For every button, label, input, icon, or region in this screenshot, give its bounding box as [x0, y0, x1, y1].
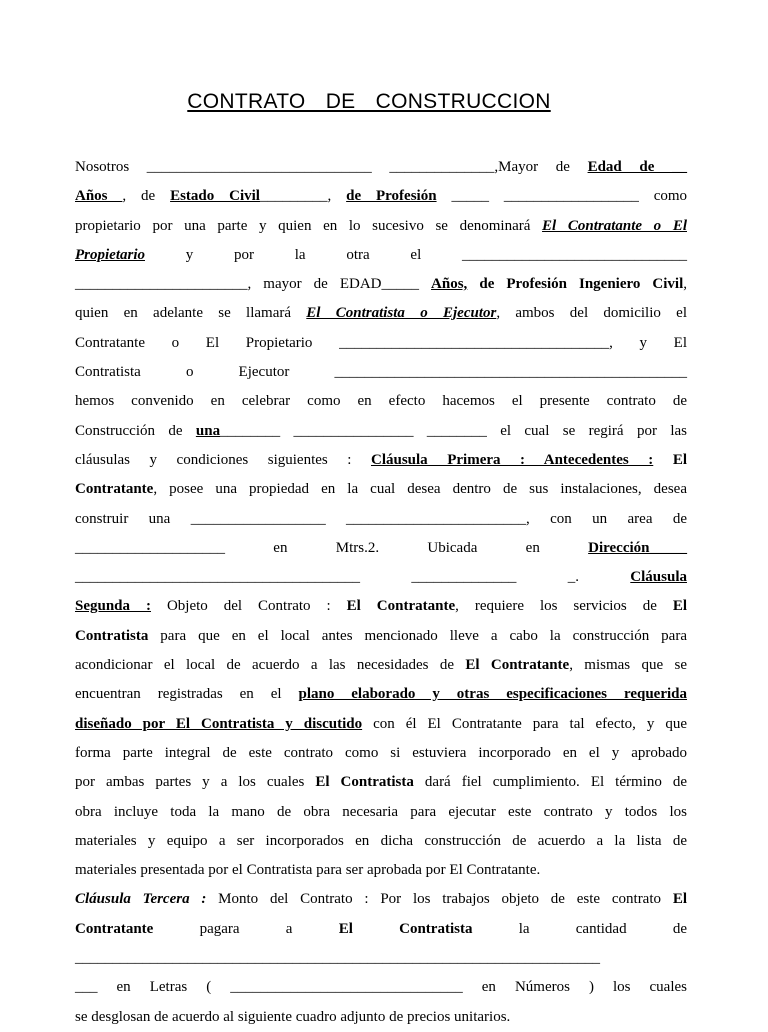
text-segment: El — [672, 598, 688, 615]
text-segment: ________ ________________ ________ el cual se regirá por las — [220, 422, 687, 439]
text-segment: El Contratante — [346, 598, 456, 615]
text-segment: , requiere los servicios de — [455, 598, 673, 615]
text-segment: El Contratista — [315, 774, 414, 791]
text-segment: por ambas partes y a los cuales — [75, 774, 316, 791]
text-segment: , posee una propiedad en la cual desea dentro de sus instalaciones, desea — [153, 481, 687, 498]
text-line — [75, 329, 687, 358]
text-segment: Edad de __ — [587, 159, 687, 175]
text-line — [75, 915, 687, 944]
text-segment: Cláusula Tercera : — [75, 891, 207, 908]
text-segment: Años — [75, 188, 123, 205]
text-segment: acondicionar el local de acuerdo a las necesidades de — [75, 657, 466, 674]
text-line — [75, 270, 687, 299]
text-segment: El Contratante o El — [542, 217, 687, 234]
text-segment: Construcción de — [75, 422, 196, 439]
text-segment: Contratista — [75, 627, 149, 644]
text-segment: Contratante — [75, 481, 154, 498]
text-segment: con él El Contratante para tal efecto, y que — [362, 715, 687, 732]
text-segment: , de — [122, 188, 171, 205]
text-line — [75, 153, 687, 182]
text-line — [75, 944, 687, 973]
text-segment: ______________________________________________________________________ — [75, 950, 600, 967]
text-segment: construir una __________________ ________________________, con un area de — [75, 510, 687, 527]
text-segment: de Profesión — [346, 188, 437, 205]
text-segment: El Contratante — [465, 657, 570, 674]
text-segment: forma parte integral de este contrato como si estuviera incorporado en el y aprobado — [75, 744, 687, 761]
text-segment: El Contratista o Ejecutor — [306, 305, 497, 322]
text-line — [75, 417, 687, 446]
text-segment: ______________________________________ ______________ _. — [75, 569, 631, 586]
text-segment: para que en el local antes mencionado lleve a cabo la construcción para — [148, 627, 687, 644]
text-segment: , ambos del domicilio el — [496, 305, 687, 322]
document-title: CONTRATO DE CONSTRUCCION — [187, 90, 551, 113]
text-segment: , mismas que se — [569, 657, 687, 674]
text-line — [75, 241, 687, 270]
text-line — [75, 534, 687, 563]
text-segment: plano elaborado y otras especificaciones requerida — [298, 686, 688, 703]
text-segment: , — [683, 276, 688, 293]
text-line — [75, 299, 687, 328]
text-segment: materiales y equipo a ser incorporados en dicha construcción de acuerdo a la lista de — [75, 832, 687, 849]
text-line — [75, 710, 687, 739]
text-segment: se desglosan de acuerdo al siguiente cuadro adjunto de precios unitarios. — [75, 1008, 511, 1025]
text-segment: obra incluye toda la mano de obra necesaria para ejecutar este contrato y todos los — [75, 803, 687, 820]
text-segment: _________, — [259, 188, 347, 205]
text-segment: la cantidad de — [472, 920, 687, 937]
text-line — [75, 651, 687, 680]
contract-body — [75, 153, 687, 1032]
text-segment: cláusulas y condiciones siguientes : — [75, 451, 371, 468]
text-line — [75, 475, 687, 504]
text-segment: dará fiel cumplimiento. El término de — [413, 774, 687, 791]
text-segment: Contratista o Ejecutor _______________________________________________ — [75, 364, 687, 381]
text-segment: Monto del Contrato : Por los trabajos objeto de este contrato — [206, 891, 673, 908]
text-line — [75, 505, 687, 534]
text-segment: ___ en Letras ( _______________________________ en Números ) los cuales — [75, 979, 687, 996]
text-line — [75, 212, 687, 241]
text-segment: El Contratista — [338, 920, 473, 937]
text-segment: de Profesión Ingeniero Civil — [479, 276, 684, 293]
text-line — [75, 739, 687, 768]
text-line — [75, 622, 687, 651]
text-segment: Contratante — [75, 920, 154, 937]
text-segment: El — [672, 451, 687, 468]
text-line — [75, 358, 687, 387]
text-line — [75, 446, 687, 475]
text-line — [75, 798, 687, 827]
text-segment: Propietario — [75, 246, 145, 263]
text-line — [75, 827, 687, 856]
text-line — [75, 885, 687, 914]
text-segment: pagara a — [153, 920, 339, 937]
text-segment: Cláusula — [630, 569, 687, 586]
text-segment: Estado Civil — [170, 188, 260, 205]
text-segment: y por la otra el ______________________________ — [145, 246, 687, 263]
text-segment: Años, — [431, 276, 468, 293]
text-segment: ____________________ en Mtrs.2. Ubicada en — [75, 539, 589, 556]
text-line — [75, 182, 687, 211]
text-line — [75, 563, 687, 592]
text-segment — [653, 452, 673, 468]
text-segment: _____ __________________ como — [436, 188, 688, 205]
text-segment: quien en adelante se llamará — [75, 305, 307, 322]
text-segment: _______________________, mayor de EDAD_____ — [75, 276, 432, 293]
text-line — [75, 1003, 687, 1032]
text-segment: encuentran registradas en el — [75, 686, 299, 703]
text-line — [75, 768, 687, 797]
text-segment: Nosotros ______________________________ ______________,Mayor de — [75, 159, 588, 175]
text-segment: Cláusula Primera : Antecedentes : — [370, 451, 654, 468]
text-segment: propietario por una parte y quien en lo sucesivo se denominará — [75, 217, 543, 234]
text-line — [75, 387, 687, 416]
text-segment: El — [672, 891, 687, 908]
text-segment — [467, 276, 479, 292]
text-line — [75, 973, 687, 1002]
text-segment: diseñado por El Contratista y discutido — [75, 715, 363, 732]
text-segment: Segunda : — [75, 598, 151, 615]
text-segment: materiales presentada por el Contratista para ser aprobada por El Contratante. — [75, 862, 541, 879]
text-line — [75, 680, 687, 709]
text-segment: hemos convenido en celebrar como en efecto hacemos el presente contrato de — [75, 393, 687, 410]
text-segment: Objeto del Contrato : — [151, 598, 347, 615]
text-segment: una — [195, 422, 221, 439]
text-segment: Contratante o El Propietario ____________________________________, y El — [75, 334, 687, 351]
text-line — [75, 856, 687, 885]
text-line — [75, 592, 687, 621]
text-segment: Dirección_____ — [588, 539, 687, 556]
